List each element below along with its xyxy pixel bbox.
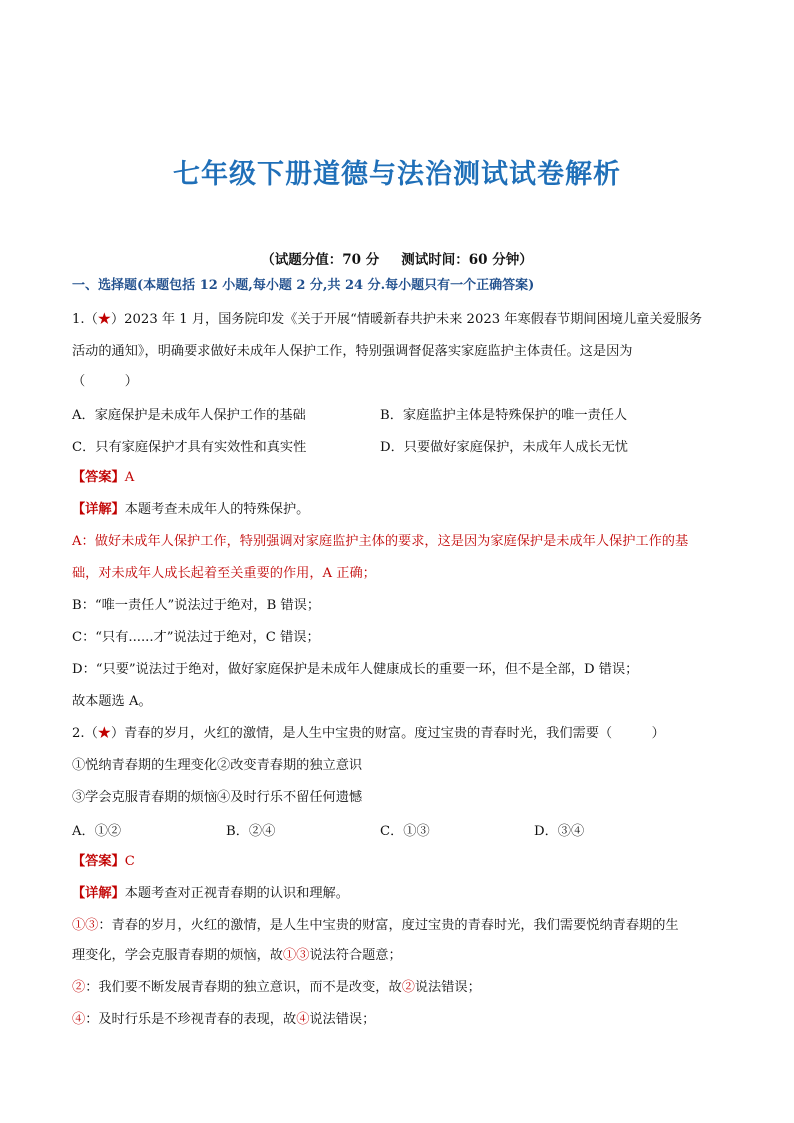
answer-value: A xyxy=(124,470,135,485)
q2-stem-line1: 2.（★）青春的岁月，火红的激情，是人生中宝贵的财富。度过宝贵的青春时光，我们需要（ ） xyxy=(72,726,665,741)
q2-explain-4: ④：及时行乐是不珍视青春的表现，故④说法错误； xyxy=(72,1012,376,1027)
q1-option-c: C．只有家庭保护才具有实效性和真实性 xyxy=(72,440,307,455)
exam-meta xyxy=(0,248,794,268)
q1-explain-a1: A：做好未成年人保护工作，特别强调对家庭监护主体的要求，这是因为家庭保护是未成年人保护工作的基 xyxy=(72,534,689,549)
q2-explain-13-line1: ①③：青春的岁月，火红的激情，是人生中宝贵的财富，度过宝贵的青春时光，我们需要悦纳青春期的生 xyxy=(72,918,679,933)
score-info: （试题分值：70 分 xyxy=(261,252,380,268)
q1-stem-line3: （ ） xyxy=(72,374,138,389)
answer-tag: 【答案】 xyxy=(72,854,125,869)
q2-explain-13-line2: 理变化，学会克服青春期的烦恼，故①③说法符合题意； xyxy=(72,948,402,963)
q1-explain-a2: 础，对未成年人成长起着至关重要的作用，A 正确； xyxy=(72,566,376,581)
page-title: 七年级下册道德与法治测试试卷解析 xyxy=(173,159,621,190)
star-icon: ★ xyxy=(97,726,111,741)
q1-stem-line2: 活动的通知》，明确要求做好未成年人保护工作，特别强调督促落实家庭监护主体责任。这是因为 xyxy=(72,344,633,359)
star-icon: ★ xyxy=(97,312,111,327)
q2-explain-2: ②：我们要不断发展青春期的独立意识，而不是改变，故②说法错误； xyxy=(72,980,481,995)
q2-stem-line2: ①悦纳青春期的生理变化②改变青春期的独立意识 xyxy=(72,758,363,773)
q1-explain-d: D：“只要”说法过于绝对，做好家庭保护是未成年人健康成长的重要一环，但不是全部，D 错误； xyxy=(72,662,639,677)
q1-stem-line1: 1.（★）2023 年 1 月，国务院印发《关于开展“情暖新春共护未来 2023 年寒假春节期间困境儿童关爱服务 xyxy=(72,312,703,327)
q2-option-d: D．③④ xyxy=(534,824,585,839)
detail-tag: 【详解】 xyxy=(72,886,125,901)
q1-explain-c: C：“只有......才”说法过于绝对，C 错误； xyxy=(72,630,320,645)
q2-option-a: A．①② xyxy=(72,824,122,839)
q2-answer xyxy=(72,852,732,872)
q2-stem-line3: ③学会克服青春期的烦恼④及时行乐不留任何遗憾 xyxy=(72,790,363,805)
section-label: 一、选择题 xyxy=(72,278,138,293)
q1-detail: 【详解】本题考查未成年人的特殊保护。 xyxy=(72,502,310,517)
q2-number: 2.（ xyxy=(72,726,98,741)
q1-number: 1.（ xyxy=(72,312,98,327)
q1-conclusion: 故本题选 A。 xyxy=(72,694,152,709)
detail-tag: 【详解】 xyxy=(72,502,125,517)
q2-detail: 【详解】本题考查对正视青春期的认识和理解。 xyxy=(72,886,349,901)
q2-option-c: C．①③ xyxy=(380,824,430,839)
q2-option-b: B．②④ xyxy=(226,824,276,839)
time-info: 测试时间：60 分钟） xyxy=(401,252,533,268)
answer-tag: 【答案】 xyxy=(72,470,125,485)
q1-option-b: B．家庭监护主体是特殊保护的唯一责任人 xyxy=(380,408,628,423)
section-note: (本题包括 12 小题,每小题 2 分,共 24 分.每小题只有一个正确答案) xyxy=(137,278,535,293)
q1-explain-b: B：“唯一责任人”说法过于绝对，B 错误； xyxy=(72,598,321,613)
q1-answer xyxy=(72,468,732,488)
section-heading xyxy=(72,276,732,296)
q1-option-a: A．家庭保护是未成年人保护工作的基础 xyxy=(72,408,306,423)
answer-value: C xyxy=(124,854,135,869)
q1-option-d: D．只要做好家庭保护，未成年人成长无忧 xyxy=(380,440,628,455)
